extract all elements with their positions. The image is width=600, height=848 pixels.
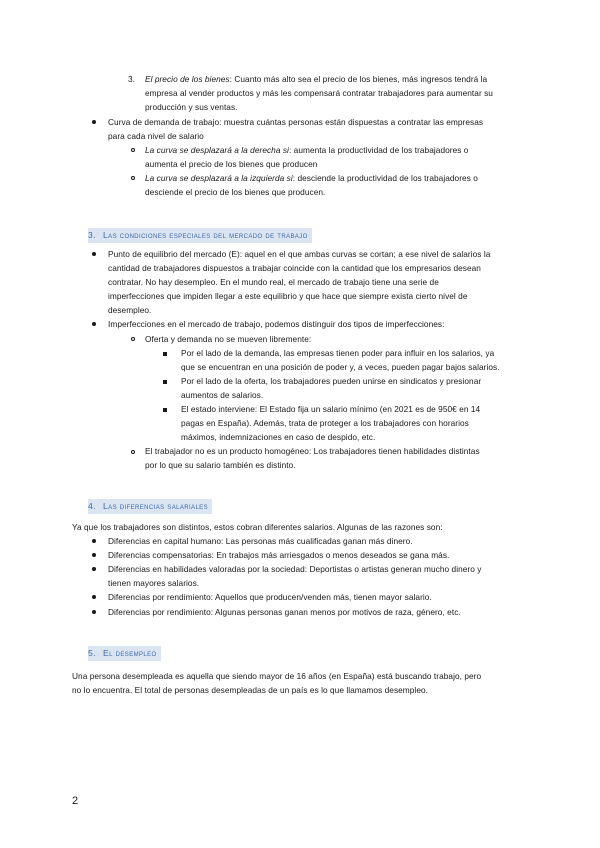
item3-italic: El precio de los bienes (145, 74, 230, 84)
square-bullet-icon (163, 352, 167, 356)
section-title: El desempleo (103, 648, 157, 658)
salary-item: Diferencias compensatorias: En trabajos más arriesgados o menos deseados se gana más. (108, 550, 450, 560)
section-heading (88, 228, 312, 243)
salary-item: Diferencias por rendimiento: Aquellos que producen/venden más, tienen mayor salario. (108, 592, 432, 602)
trabajador-line: por lo que su salario también es distinto. (145, 460, 296, 470)
bullet-icon (92, 120, 96, 124)
section-number: 5. (88, 648, 96, 658)
curva-sub1-text: : aumenta la productividad de los trabajadores o (288, 145, 469, 155)
item3-line2: empresa al vender productos y más les compensará contratar trabajadores para aumentar su (145, 88, 493, 98)
sq3-line: El estado interviene: El Estado fija un salario mínimo (en 2021 es de 950€ en 14 (181, 404, 481, 414)
section-heading (88, 499, 212, 514)
section-heading (88, 646, 161, 661)
section5-para: no lo encuentra. El total de personas desempleadas de un país es lo que llamamos desempleo. (72, 685, 429, 695)
bullet-icon (92, 595, 96, 599)
bullet-icon (92, 539, 96, 543)
circle-bullet-icon (131, 337, 135, 341)
bullet-icon (92, 553, 96, 557)
section4-intro: Ya que los trabajadores son distintos, estos cobran diferentes salarios. Algunas de las razones son: (72, 522, 443, 532)
bullet-icon (92, 322, 96, 326)
curva-sub2-italic: La curva se desplazará a la izquierda si (145, 173, 293, 183)
curva-sub1-italic: La curva se desplazará a la derecha si (145, 145, 289, 155)
equilibrio-line: imperfecciones que impiden llegar a este equilibrio y que hace que siempre exista cierto nivel de (108, 291, 468, 301)
square-bullet-icon (163, 380, 167, 384)
section-number: 4. (88, 501, 96, 511)
equilibrio-line: Punto de equilibrio del mercado (E): aquel en el que ambas curvas se cortan; a ese nivel de salarios la (108, 249, 491, 259)
sq3-line: pagas en España). Además, trata de proteger a los trabajadores con horarios (181, 418, 469, 428)
curva-line1: Curva de demanda de trabajo: muestra cuántas personas están dispuestas a contratar las empresas (108, 117, 484, 127)
sq3-line: máximos, indemnizaciones en caso de despido, etc. (181, 432, 376, 442)
sq1-line: Por el lado de la demanda, las empresas tienen poder para influir en los salarios, ya (181, 348, 495, 358)
equilibrio-line: desempleo. (108, 305, 152, 315)
curva-sub1 (145, 144, 468, 157)
sq2-line: Por el lado de la oferta, los trabajadores pueden unirse en sindicatos y presionar (181, 376, 482, 386)
bullet-icon (92, 252, 96, 256)
section-title: Las diferencias salariales (103, 501, 208, 511)
salary-item-cont: tienen mayores salarios. (108, 578, 200, 588)
curva-sub1-line2: aumenta el precio de los bienes que producen (145, 159, 318, 169)
circle-bullet-icon (131, 450, 135, 454)
trabajador-line: El trabajador no es un producto homogéneo: Los trabajadores tienen habilidades distintas (145, 446, 480, 456)
curva-sub2 (145, 172, 478, 185)
list-number: 3. (128, 74, 135, 84)
item3-line1 (145, 73, 487, 86)
section-number: 3. (88, 230, 96, 240)
bullet-icon (92, 610, 96, 614)
salary-item: Diferencias en habilidades valoradas por la sociedad: Deportistas o artistas generan mucho dinero y (108, 564, 482, 574)
page-number: 2 (72, 795, 79, 807)
sq2-line: aumentos de salarios. (181, 390, 264, 400)
equilibrio-line: contratar. No hay desempleo. En el mundo real, el mercado de trabajo tiene una serie de (108, 277, 439, 287)
item3-text: : Cuanto más alto sea el precio de los bienes, más ingresos tendrá la (229, 74, 488, 84)
salary-item: Diferencias por rendimiento: Algunas personas ganan menos por motivos de raza, género, etc. (108, 607, 461, 617)
item3-line3: producción y sus ventas. (145, 102, 238, 112)
square-bullet-icon (163, 408, 167, 412)
circle-bullet-icon (131, 148, 135, 152)
imperfecciones-text: Imperfecciones en el mercado de trabajo, podemos distinguir dos tipos de imperfecciones: (108, 319, 445, 329)
curva-sub2-line2: desciende el precio de los bienes que producen. (145, 187, 326, 197)
circle-bullet-icon (131, 176, 135, 180)
equilibrio-line: cantidad de trabajadores dispuestos a trabajar coincide con la cantidad que los empresarios desean (108, 263, 481, 273)
section5-para: Una persona desempleada es aquella que siendo mayor de 16 años (en España) está buscando trabajo, pero (72, 671, 482, 681)
curva-sub2-text: : desciende la productividad de los trabajadores o (292, 173, 478, 183)
oferta-text: Oferta y demanda no se mueven libremente: (145, 334, 312, 344)
curva-line2: para cada nivel de salario (108, 131, 204, 141)
section-title: Las condiciones especiales del mercado de trabajo (103, 230, 308, 240)
sq1-line: que se encuentran en una posición de poder y, a veces, pueden pagar bajos salarios. (181, 362, 500, 372)
salary-item: Diferencias en capital humano: Las personas más cualificadas ganan más dinero. (108, 536, 413, 546)
bullet-icon (92, 567, 96, 571)
